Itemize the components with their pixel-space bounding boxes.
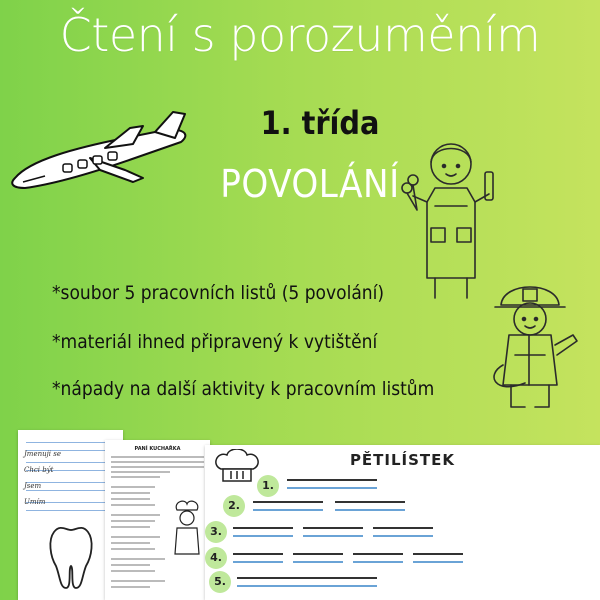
tooth-icon	[46, 522, 96, 592]
worksheet-word: Jsem	[24, 482, 42, 490]
step-number: 4.	[205, 547, 227, 569]
step-number: 3.	[205, 521, 227, 543]
step-number: 5.	[209, 571, 231, 593]
feature-item: *nápady na další aktivity k pracovním listům	[52, 378, 435, 400]
worksheet-title: PĚTILÍSTEK	[349, 451, 456, 469]
grade-label: 1. třída	[260, 104, 380, 142]
worksheet-word: Umím	[24, 498, 46, 506]
page-title: Čtení s porozuměním	[59, 8, 541, 62]
topic-label: POVOLÁNÍ	[220, 162, 400, 206]
worksheet-preview-2	[105, 440, 210, 600]
feature-item: *soubor 5 pracovních listů (5 povolání)	[52, 282, 385, 304]
worksheet-word: Jmenuji se	[24, 450, 61, 458]
step-number: 1.	[257, 475, 279, 497]
step-number: 2.	[223, 495, 245, 517]
firefighter-icon	[485, 275, 585, 415]
worksheet-preview-3	[205, 445, 600, 600]
cook-icon	[167, 498, 207, 558]
worksheet-title: PANÍ KUCHAŘKA	[134, 446, 181, 452]
feature-item: *materiál ihned připravený k vytištění	[52, 331, 378, 353]
airplane-icon	[5, 108, 195, 198]
worksheet-word: Chci být	[24, 466, 54, 474]
